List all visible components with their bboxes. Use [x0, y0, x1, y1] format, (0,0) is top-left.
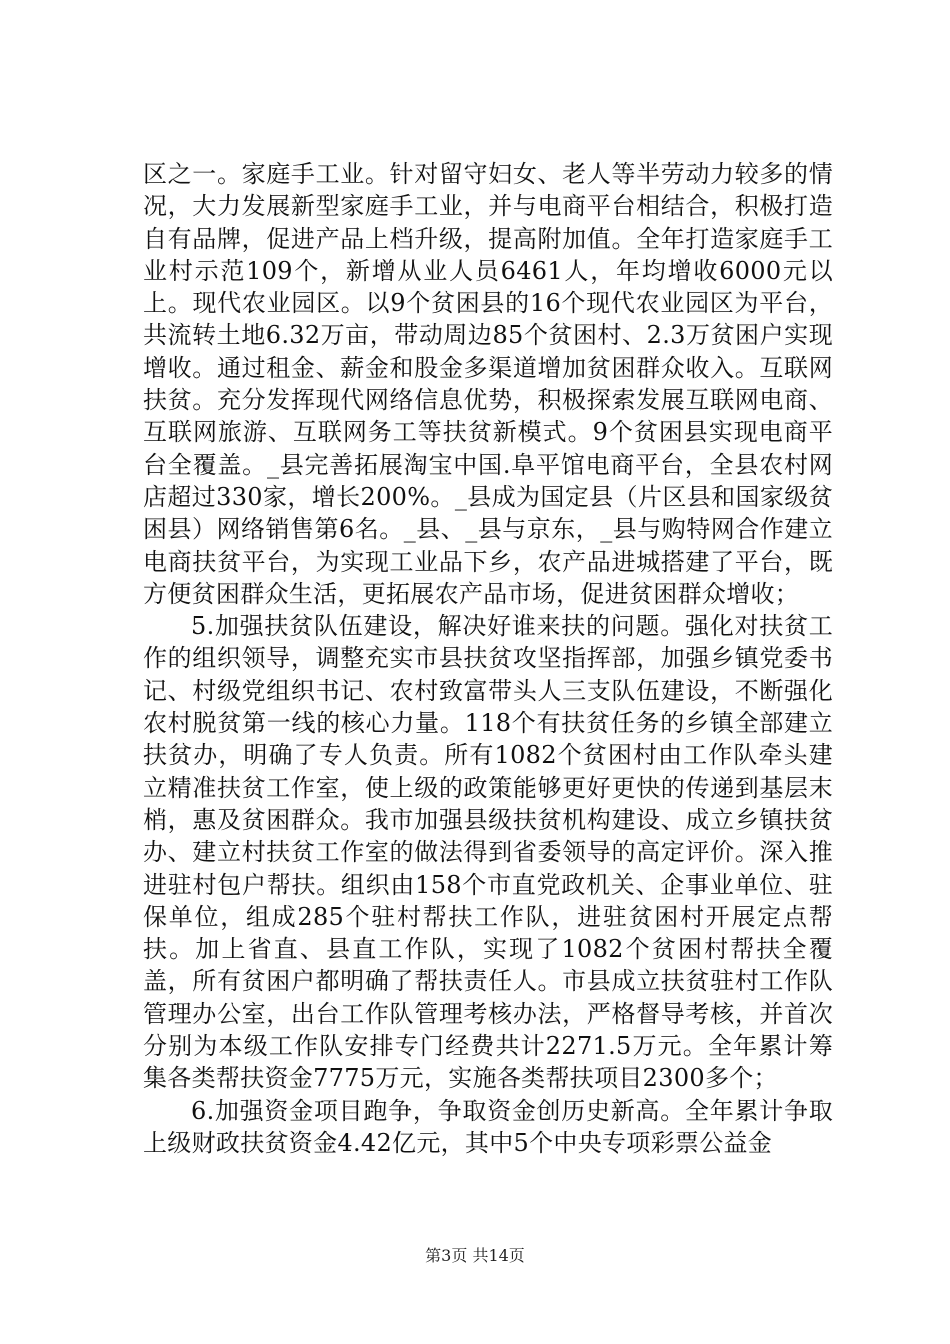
document-body	[143, 158, 833, 1159]
paragraph-funding: 6.加强资金项目跑争，争取资金创历史新高。全年累计争取上级财政扶贫资金4.42亿元，其中5个中央专项彩票公益金	[143, 1096, 833, 1157]
paragraph-team-building: 5.加强扶贫队伍建设，解决好谁来扶的问题。强化对扶贫工作的组织领导，调整充实市县扶贫攻坚指挥部，加强乡镇党委书记、村级党组织书记、农村致富带头人三支队伍建设，不断强化农村脱贫第一线的核心力量。118个有扶贫任务的乡镇全部建立扶贫办，明确了专人负责。所有1082个贫困村由工作队牵头建立精准扶贫工作室，使上级的政策能够更好更快的传递到基层末梢，惠及贫困群众。我市加强县级扶贫机构建设、成立乡镇扶贫办、建立村扶贫工作室的做法得到省委领导的高定评价。深入推进驻村包户帮扶。组织由158个市直党政机关、企事业单位、驻保单位，组成285个驻村帮扶工作队，进驻贫困村开展定点帮扶。加上省直、县直工作队，实现了1082个贫困村帮扶全覆盖，所有贫困户都明确了帮扶责任人。市县成立扶贫驻村工作队管理办公室，出台工作队管理考核办法，严格督导考核，并首次分别为本级工作队安排专门经费共计2271.5万元。全年累计筹集各类帮扶资金7775万元，实施各类帮扶项目2300多个；	[143, 612, 833, 1093]
paragraph-household-industry: 区之一。家庭手工业。针对留守妇女、老人等半劳动力较多的情况，大力发展新型家庭手工业，并与电商平台相结合，积极打造自有品牌，促进产品上档升级，提高附加值。全年打造家庭手工业村示范109个，新增从业人员6461人，年均增收6000元以上。现代农业园区。以9个贫困县的16个现代农业园区为平台，共流转土地6.32万亩，带动周边85个贫困村、2.3万贫困户实现增收。通过租金、薪金和股金多渠道增加贫困群众收入。互联网扶贫。充分发挥现代网络信息优势，积极探索发展互联网电商、互联网旅游、互联网务工等扶贫新模式。9个贫困县实现电商平台全覆盖。_县完善拓展淘宝中国.阜平馆电商平台，全县农村网店超过330家，增长200%。_县成为国定县（片区县和国家级贫困县）网络销售第6名。_县、_县与京东，_县与购特网合作建立电商扶贫平台，为实现工业品下乡，农产品进城搭建了平台，既方便贫困群众生活，更拓展农产品市场，促进贫困群众增收；	[143, 160, 833, 608]
page-footer: 第3页 共14页	[425, 1246, 525, 1265]
